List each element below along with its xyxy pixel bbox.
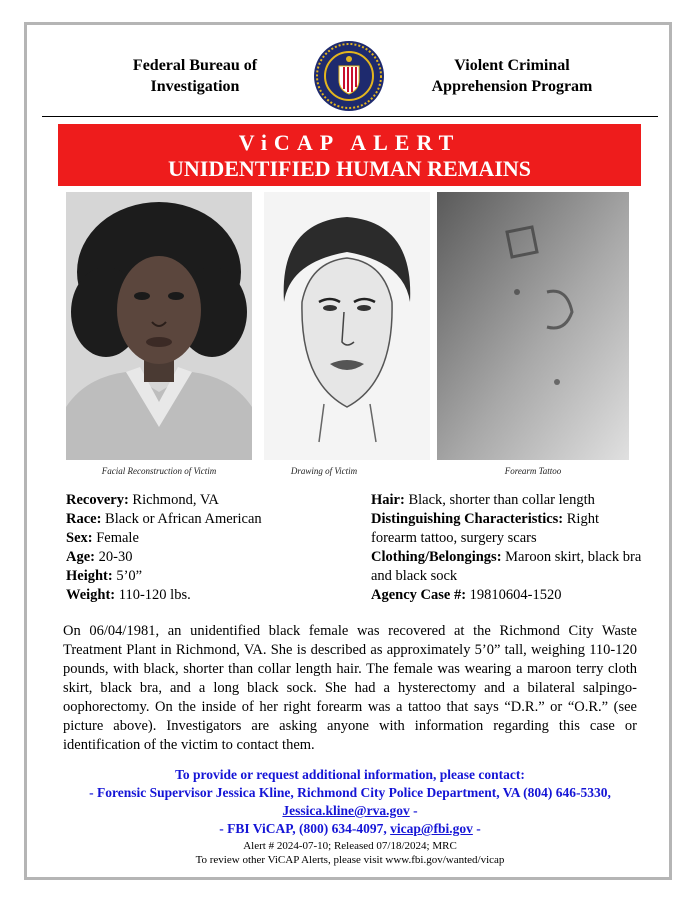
email-link-kline[interactable]: Jessica.kline@rva.gov <box>282 803 410 818</box>
detail-clothing: Clothing/Belongings: Maroon skirt, black bra and black sock <box>371 549 642 584</box>
email-link-vicap[interactable]: vicap@fbi.gov <box>390 821 473 836</box>
contact-block <box>60 766 640 838</box>
header-right <box>408 55 616 97</box>
victim-drawing-image <box>264 192 430 460</box>
detail-weight: Weight: 110-120 lbs. <box>66 587 191 603</box>
facial-reconstruction-image <box>66 192 252 460</box>
alert-info: Alert # 2024-07-10; Released 07/18/2024; MRC <box>243 840 457 852</box>
photo-caption-drawing: Drawing of Victim <box>290 466 358 476</box>
contact-line-fbi: - FBI ViCAP, (800) 634-4097, vicap@fbi.gov - <box>219 821 481 836</box>
case-narrative: On 06/04/1981, an unidentified black female was recovered at the Richmond City Waste Treatment Plant in Richmond, VA. She is described as approximately 5’0” tall, weighing 110-120 pounds, with black, shorter than collar length hair. The female was wearing a maroon terry cloth skirt, black bra, and a long black sock. She had a hysterectomy and a bilateral salpingo-oophorectomy. On the inside of her right forearm was a tattoo that says “D.R.” or “O.R.” (see picture above). Investigators are asking anyone with information regarding this case or identification of the victim to contact them. <box>63 623 637 753</box>
detail-case-number: Agency Case #: 19810604-1520 <box>371 587 562 603</box>
detail-hair: Hair: Black, shorter than collar length <box>371 492 595 508</box>
detail-height: Height: 5’0” <box>66 568 143 584</box>
detail-recovery: Recovery: Richmond, VA <box>66 492 219 508</box>
photo-caption-reconstruction: Facial Reconstruction of Victim <box>101 466 217 476</box>
header-right-line1: Violent Criminal <box>454 57 570 74</box>
website-note: To review other ViCAP Alerts, please visit www.fbi.gov/wanted/vicap <box>195 854 505 866</box>
contact-heading: To provide or request additional information, please contact: <box>175 767 525 782</box>
detail-age: Age: 20-30 <box>66 549 133 565</box>
alert-banner <box>58 124 641 186</box>
detail-race: Race: Black or African American <box>66 511 262 527</box>
forearm-tattoo-image <box>437 192 629 460</box>
header-left <box>100 55 290 97</box>
details-right <box>371 491 643 605</box>
contact-line-email: Jessica.kline@rva.gov - <box>282 803 418 818</box>
banner-subtitle: UNIDENTIFIED HUMAN REMAINS <box>167 156 532 181</box>
footer <box>60 839 640 867</box>
fbi-seal-icon <box>313 40 385 112</box>
header-left-line1: Federal Bureau of <box>132 57 258 74</box>
detail-sex: Sex: Female <box>66 530 139 546</box>
photo-caption-tattoo: Forearm Tattoo <box>504 466 562 476</box>
header-divider <box>42 116 658 117</box>
header-right-line2: Apprehension Program <box>431 78 593 95</box>
banner-title: ViCAP ALERT <box>238 130 461 155</box>
header-left-line2: Investigation <box>150 78 240 95</box>
contact-line-rcpd: - Forensic Supervisor Jessica Kline, Richmond City Police Department, VA (804) 646-5330, <box>89 785 611 800</box>
details-left <box>66 491 346 605</box>
detail-distinguishing: Distinguishing Characteristics: Right forearm tattoo, surgery scars <box>371 511 599 546</box>
